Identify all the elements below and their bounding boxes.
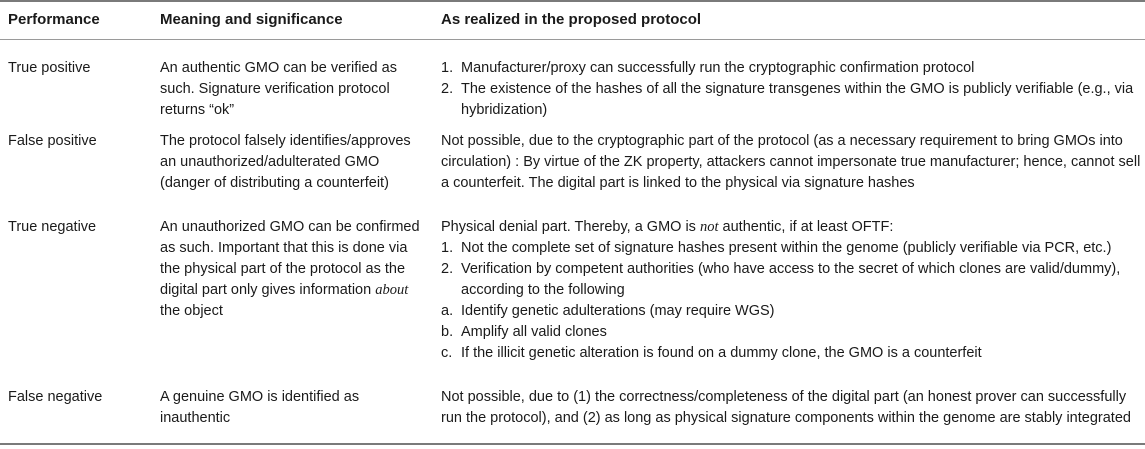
list-text: If the illicit genetic alteration is found on a dummy clone, the GMO is a counterfeit xyxy=(461,345,982,361)
list-text: The existence of the hashes of all the signature transgenes within the GMO is publicly verifiable (e.g., via hybridization) xyxy=(461,81,1134,118)
row-realized: Not possible, due to the cryptographic part of the protocol (as a necessary requirement to bring GMOs into circulation) : By virtue of the ZK property, attackers cannot impersonate true manufacturer; hence, cannot sell a counterfeit. The digital part is linked to the physical via signature hashes xyxy=(441,133,1141,191)
row-realized: Not possible, due to (1) the correctness/completeness of the digital part (an honest prover can successfully run the protocol), and (2) as long as physical signature components within the genome are stably integrated xyxy=(441,389,1131,426)
header-realized: As realized in the proposed protocol xyxy=(441,11,702,28)
list-item xyxy=(441,259,1141,301)
row-performance: True positive xyxy=(8,60,91,76)
list-item xyxy=(441,301,1141,322)
list-item xyxy=(441,79,1141,121)
row-meaning: The protocol falsely identifies/approves an unauthorized/adulterated GMO (danger of distributing a counterfeit) xyxy=(160,133,411,191)
meaning-text-post: the object xyxy=(160,303,223,319)
list-marker: c. xyxy=(441,345,453,361)
list-marker: 1. xyxy=(441,240,454,256)
list-marker: 2. xyxy=(441,81,454,97)
row-performance: True negative xyxy=(8,219,97,235)
header-performance: Performance xyxy=(8,11,100,28)
realized-intro xyxy=(441,217,1141,238)
header-rule xyxy=(0,39,1145,40)
row-meaning: An authentic GMO can be verified as such. Signature verification protocol returns “ok” xyxy=(160,60,397,118)
list-item xyxy=(441,238,1141,259)
list-marker: 1. xyxy=(441,60,454,76)
realized-emphasis: not xyxy=(699,219,719,235)
list-item xyxy=(441,58,1141,79)
row-meaning: A genuine GMO is identified as inauthentic xyxy=(160,389,360,426)
realized-text-pre: Physical denial part. Thereby, a GMO is xyxy=(441,219,696,235)
list-item xyxy=(441,343,1141,364)
header-meaning: Meaning and significance xyxy=(160,11,343,28)
realized-text-post: authentic, if at least OFTF: xyxy=(722,219,894,235)
list-text: Identify genetic adulterations (may require WGS) xyxy=(461,303,775,319)
table-bottom-rule xyxy=(0,443,1145,445)
row-performance: False negative xyxy=(8,389,103,405)
list-marker: a. xyxy=(441,303,454,319)
list-text: Verification by competent authorities (who have access to the secret of which clones are valid/dummy), according to the following xyxy=(461,261,1121,298)
meaning-emphasis: about xyxy=(375,282,409,298)
list-text: Not the complete set of signature hashes present within the genome (publicly verifiable via PCR, etc.) xyxy=(461,240,1112,256)
row-performance: False positive xyxy=(8,133,97,149)
list-item xyxy=(441,322,1141,343)
meaning-text-pre: An unauthorized GMO can be confirmed as such. Important that this is done via the physical part of the protocol as the digital part only gives information xyxy=(160,219,420,298)
row-realized xyxy=(441,58,1141,121)
list-marker: b. xyxy=(441,324,454,340)
row-realized xyxy=(441,217,1141,364)
row-meaning xyxy=(160,217,430,322)
list-text: Amplify all valid clones xyxy=(461,324,607,340)
list-marker: 2. xyxy=(441,261,454,277)
list-text: Manufacturer/proxy can successfully run the cryptographic confirmation protocol xyxy=(461,60,975,76)
